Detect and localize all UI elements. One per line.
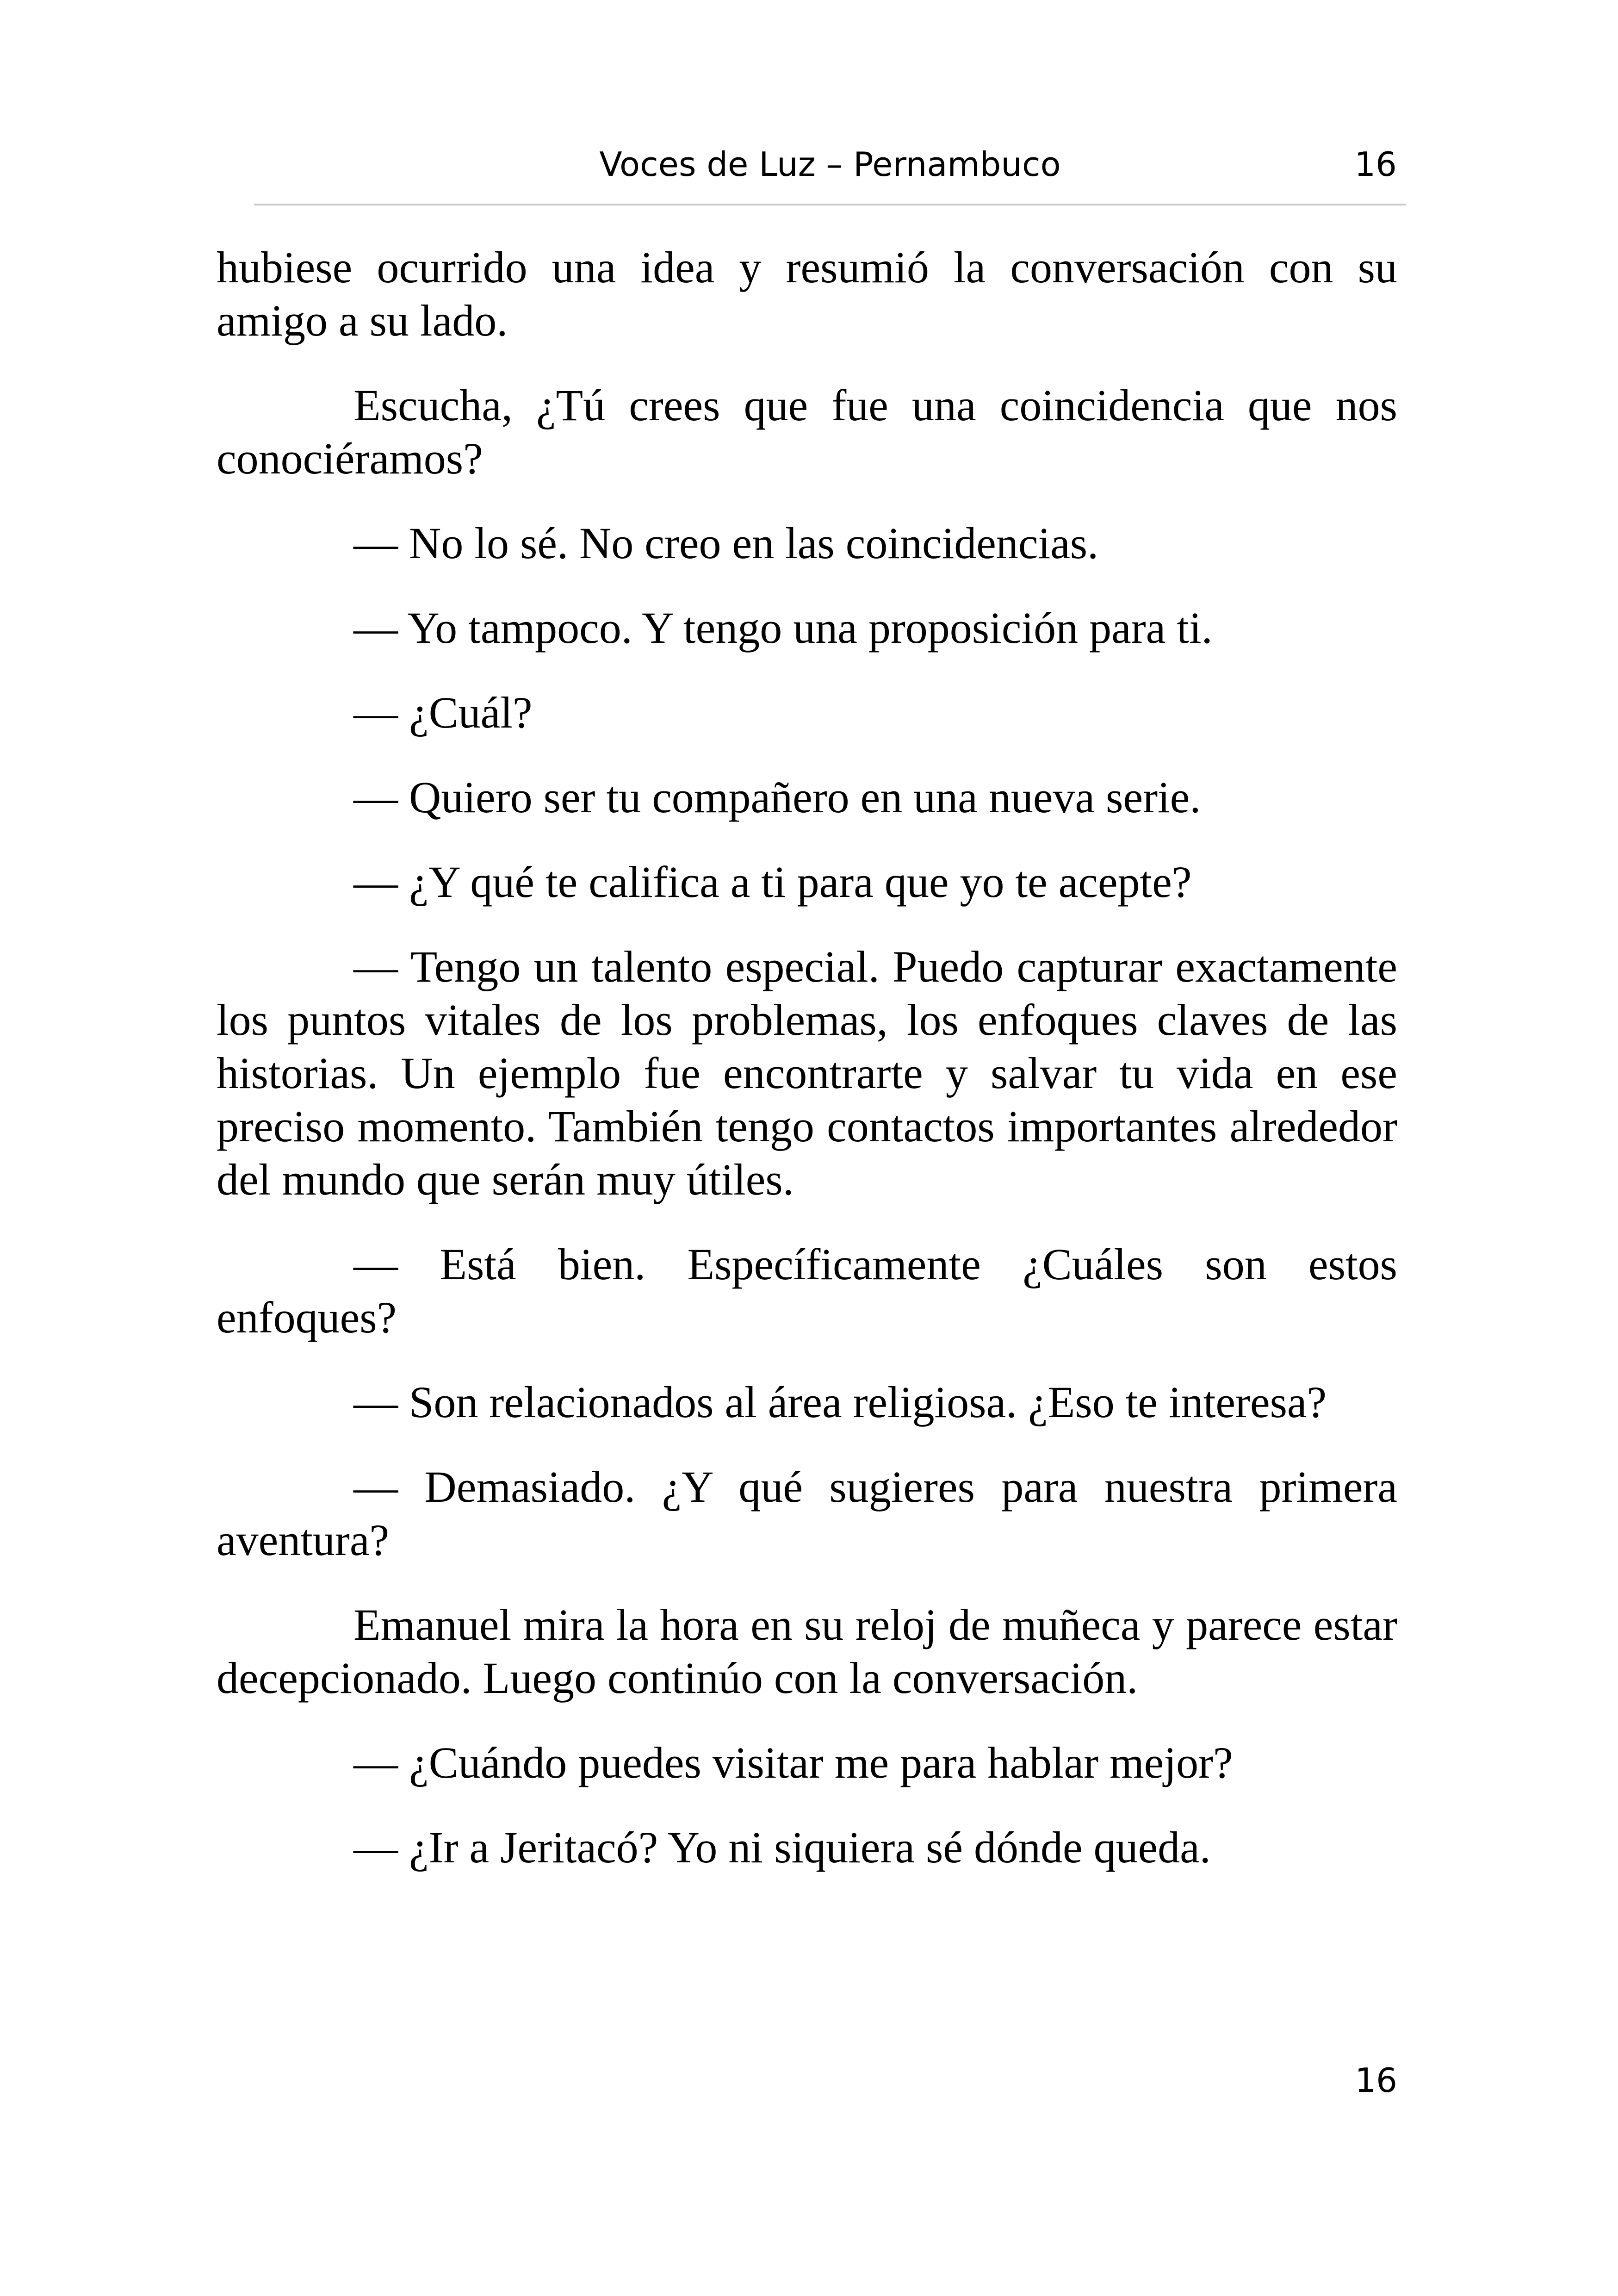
dialogue-line: — Está bien. Específicamente ¿Cuáles son estos enfoques? bbox=[217, 1239, 1397, 1342]
header-page-number: 16 bbox=[1354, 145, 1397, 184]
dialogue-line: — Yo tampoco. Y tengo una proposición para ti. bbox=[353, 603, 1213, 653]
paragraph: Escucha, ¿Tú crees que fue una coincidencia que nos conociéramos? bbox=[217, 380, 1397, 483]
page-body bbox=[217, 241, 1397, 1905]
footer-page-number: 16 bbox=[1355, 2061, 1397, 2100]
dialogue-line: — ¿Cuándo puedes visitar me para hablar mejor? bbox=[353, 1738, 1233, 1787]
running-header bbox=[254, 134, 1406, 205]
dialogue-line: — ¿Y qué te califica a ti para que yo te acepte? bbox=[353, 857, 1192, 907]
dialogue-line: — ¿Ir a Jeritacó? Yo ni siquiera sé dónde queda. bbox=[353, 1823, 1211, 1872]
dialogue-line: — Son relacionados al área religiosa. ¿Eso te interesa? bbox=[353, 1377, 1327, 1427]
dialogue-line: — Tengo un talento especial. Puedo capturar exactamente los puntos vitales de los problemas, los enfoques claves de las historias. Un ejemplo fue encontrarte y salvar tu vida en ese preciso momento. También tengo contactos importantes alrededor del mundo que serán muy útiles. bbox=[217, 942, 1397, 1204]
book-title: Voces de Luz – Pernambuco bbox=[599, 145, 1061, 184]
paragraph: hubiese ocurrido una idea y resumió la conversación con su amigo a su lado. bbox=[217, 243, 1397, 345]
dialogue-line: — Quiero ser tu compañero en una nueva serie. bbox=[353, 772, 1201, 822]
dialogue-line: — No lo sé. No creo en las coincidencias. bbox=[353, 518, 1099, 568]
paragraph: Emanuel mira la hora en su reloj de muñeca y parece estar decepcionado. Luego continúo con la conversación. bbox=[217, 1600, 1397, 1703]
dialogue-line: — Demasiado. ¿Y qué sugieres para nuestra primera aventura? bbox=[217, 1462, 1397, 1565]
dialogue-line: — ¿Cuál? bbox=[353, 688, 533, 737]
